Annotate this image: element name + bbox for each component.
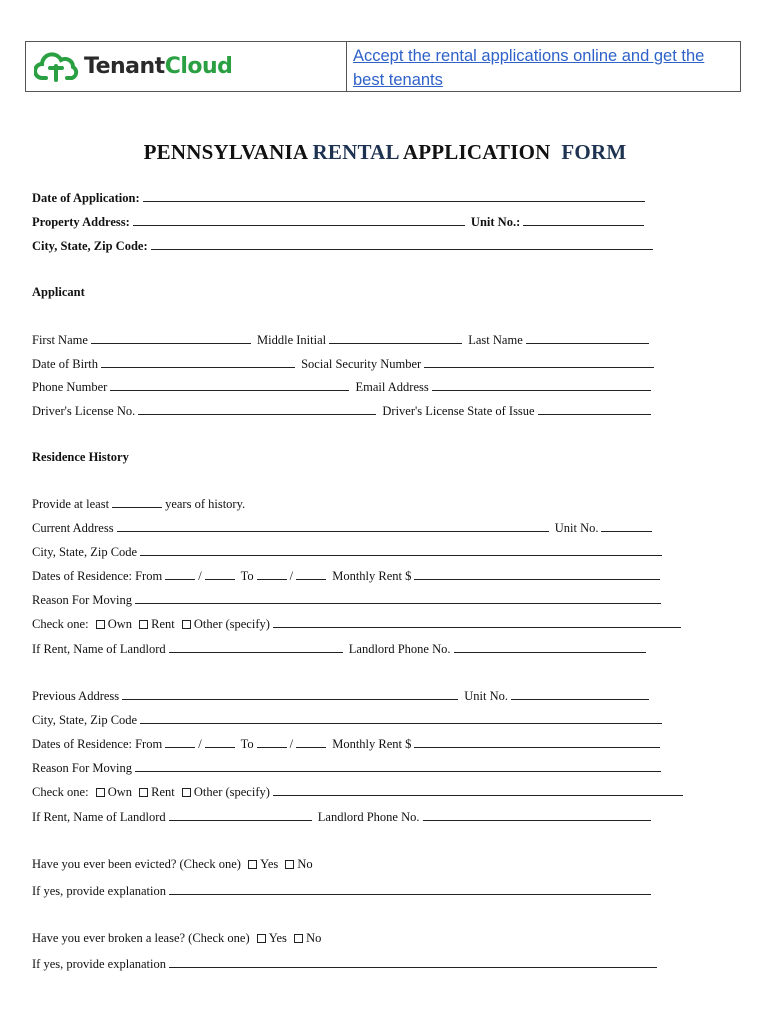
current-other-checkbox[interactable] — [182, 620, 191, 629]
current-landlord-row: If Rent, Name of Landlord Landlord Phone No. — [32, 641, 649, 657]
evicted-no-checkbox[interactable] — [285, 860, 294, 869]
broken-lease-yes-checkbox[interactable] — [257, 934, 266, 943]
previous-check-one-row: Check one: Own Rent Other (specify) — [32, 784, 686, 800]
previous-address-row: Previous Address Unit No. — [32, 688, 652, 704]
property-address-row: Property Address: Unit No.: — [32, 214, 647, 230]
property-address-field[interactable] — [133, 214, 465, 226]
online-application-link[interactable]: Accept the rental applications online and get the best tenants — [353, 47, 705, 89]
previous-city-row: City, State, Zip Code — [32, 712, 665, 728]
current-dates-row: Dates of Residence: From / To / Monthly Rent $ — [32, 568, 663, 584]
previous-landlord-row: If Rent, Name of Landlord Landlord Phone No. — [32, 809, 654, 825]
previous-dates-row: Dates of Residence: From / To / Monthly Rent $ — [32, 736, 663, 752]
current-city-row: City, State, Zip Code — [32, 544, 665, 560]
previous-to-month-field[interactable] — [257, 736, 287, 748]
city-state-zip-row: City, State, Zip Code: — [32, 238, 656, 254]
date-of-application-field[interactable] — [143, 190, 645, 202]
phone-number-field[interactable] — [110, 379, 349, 391]
current-to-year-field[interactable] — [296, 568, 326, 580]
previous-own-checkbox[interactable] — [96, 788, 105, 797]
phone-email-row: Phone Number Email Address — [32, 379, 654, 395]
ssn-field[interactable] — [424, 356, 654, 368]
brand-logo[interactable] — [26, 42, 347, 91]
current-to-month-field[interactable] — [257, 568, 287, 580]
previous-rent-checkbox[interactable] — [139, 788, 148, 797]
current-monthly-rent-field[interactable] — [414, 568, 660, 580]
broken-lease-no-checkbox[interactable] — [294, 934, 303, 943]
years-of-history-field[interactable] — [112, 496, 162, 508]
name-row: First Name Middle Initial Last Name — [32, 332, 652, 348]
previous-reason-field[interactable] — [135, 760, 661, 772]
broken-lease-explanation-row: If yes, provide explanation — [32, 956, 660, 972]
current-unit-no-field[interactable] — [601, 520, 652, 532]
date-of-birth-field[interactable] — [101, 356, 295, 368]
previous-landlord-name-field[interactable] — [169, 809, 312, 821]
current-reason-row: Reason For Moving — [32, 592, 664, 608]
current-rent-checkbox[interactable] — [139, 620, 148, 629]
city-state-zip-field[interactable] — [151, 238, 653, 250]
evicted-explanation-field[interactable] — [169, 883, 651, 895]
current-from-month-field[interactable] — [165, 568, 195, 580]
current-from-year-field[interactable] — [205, 568, 235, 580]
drivers-license-row: Driver's License No. Driver's License State of Issue — [32, 403, 654, 419]
broken-lease-question-row: Have you ever broken a lease? (Check one) Yes No — [32, 931, 322, 945]
current-landlord-name-field[interactable] — [169, 641, 343, 653]
drivers-license-state-field[interactable] — [538, 403, 651, 415]
previous-other-checkbox[interactable] — [182, 788, 191, 797]
previous-address-field[interactable] — [122, 688, 458, 700]
applicant-heading: Applicant — [32, 285, 85, 299]
middle-initial-field[interactable] — [329, 332, 462, 344]
current-address-row: Current Address Unit No. — [32, 520, 655, 536]
drivers-license-field[interactable] — [138, 403, 376, 415]
previous-reason-row: Reason For Moving — [32, 760, 664, 776]
previous-unit-no-field[interactable] — [511, 688, 649, 700]
current-landlord-phone-field[interactable] — [454, 641, 646, 653]
broken-lease-explanation-field[interactable] — [169, 956, 657, 968]
current-other-field[interactable] — [273, 616, 681, 628]
current-check-one-row: Check one: Own Rent Other (specify) — [32, 616, 684, 632]
previous-from-year-field[interactable] — [205, 736, 235, 748]
evicted-yes-checkbox[interactable] — [248, 860, 257, 869]
header-box — [25, 41, 741, 92]
first-name-field[interactable] — [91, 332, 251, 344]
previous-monthly-rent-field[interactable] — [414, 736, 660, 748]
residence-history-heading: Residence History — [32, 450, 129, 464]
brand-name: TenantCloud — [84, 54, 233, 79]
cloud-icon — [34, 51, 80, 83]
current-city-state-zip-field[interactable] — [140, 544, 662, 556]
previous-city-state-zip-field[interactable] — [140, 712, 662, 724]
current-address-field[interactable] — [117, 520, 549, 532]
dob-ssn-row: Date of Birth Social Security Number — [32, 356, 657, 372]
current-reason-field[interactable] — [135, 592, 661, 604]
page-title: PENNSYLVANIA RENTAL APPLICATION FORM — [143, 140, 627, 164]
email-address-field[interactable] — [432, 379, 651, 391]
previous-landlord-phone-field[interactable] — [423, 809, 651, 821]
previous-to-year-field[interactable] — [296, 736, 326, 748]
date-of-application-row: Date of Application: — [32, 190, 648, 206]
last-name-field[interactable] — [526, 332, 649, 344]
previous-other-field[interactable] — [273, 784, 683, 796]
evicted-explanation-row: If yes, provide explanation — [32, 883, 654, 899]
years-of-history-row: Provide at least years of history. — [32, 497, 246, 511]
unit-no-field[interactable] — [523, 214, 644, 226]
evicted-question-row: Have you ever been evicted? (Check one) Yes No — [32, 857, 313, 871]
current-own-checkbox[interactable] — [96, 620, 105, 629]
previous-from-month-field[interactable] — [165, 736, 195, 748]
